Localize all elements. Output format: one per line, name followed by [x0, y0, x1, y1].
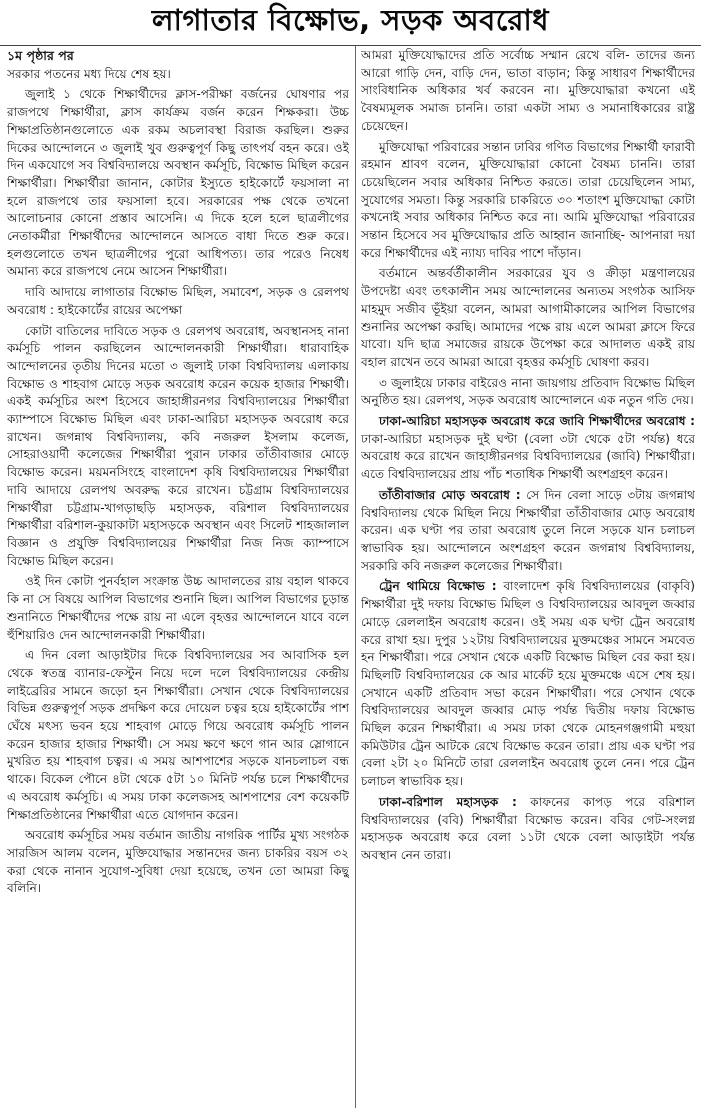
article-paragraph: দাবি আদায়ে লাগাতার বিক্ষোভ মিছিল, সমাবেশ, সড়ক ও রেলপথ অবরোধ : হাইকোর্টের রায়ের অপেক্ষা — [7, 285, 349, 317]
section-heading: তাঁতীবাজার মোড় অবরোধ : — [379, 487, 521, 502]
section-paragraph — [361, 413, 695, 484]
article-paragraph: আমরা মুক্তিযোদ্ধাদের প্রতি সর্বোচ্চ সম্মান রেখে বলি- তাদের জন্য আরো গাড়ি দেন, বাড়ি দেন, ভাতা বাড়ান; কিন্তু সাধারণ শিক্ষার্থীদের সাংবিধানিক অধিকার খর্ব করবেন না। মুক্তিযোদ্ধারা কখনো এই বৈষম্যমূলক সমাজ চাননি। তারা একটা সাম্য ও সমানাধিকারের রাষ্ট্র চেয়েছেন। — [361, 48, 695, 133]
section-text: কাফনের কাপড় পরে বরিশাল বিশ্ববিদ্যালয়ের (ববি) শিক্ষার্থীরা বিক্ষোভ করেন। ববির গেট-সংলগ্ন মহাসড়ক অবরোধ করে বেলা ১১টা থেকে বেলা আড়াইটা পর্যন্ত অবস্থান নেন তারা। — [361, 794, 695, 862]
article-paragraph: অবরোধ কর্মসূচির সময় বর্তমান জাতীয় নাগরিক পার্টির মুখ্য সংগঠক সারজিস আলম বলেন, মুক্তিযোদ্ধার সন্তানদের জন্য চাকরির বয়স ৩২ করা থেকে নানান সুযোগ-সুবিধা দেয়া হয়েছে, তখন তো আমরা কিছু বলিনি। — [7, 828, 349, 896]
section-paragraph — [361, 487, 695, 576]
section-heading: ট্রেন থামিয়ে বিক্ষোভ : — [379, 579, 497, 594]
section-paragraph — [361, 578, 695, 790]
section-text: বাংলাদেশ কৃষি বিশ্ববিদ্যালয়ের (বাকৃবি) শিক্ষার্থীরা দুই দফায় বিক্ষোভ মিছিল ও বিশ্ববিদ্যালয়ের আবদুল জব্বার মোড়ে রেললাইন অবরোধ করেন। ওই সময় এক ঘণ্টা ট্রেন অবরোধ করে রাখা হয়। দুপুর ১২টায় বিশ্ববিদ্যালয়ের মুক্তমঞ্চের সামনে সমবেত হন শিক্ষার্থীরা। পরে সেখান থেকে একটি বিক্ষোভ মিছিল বের করা হয়। মিছিলটি বিশ্ববিদ্যালয়ের কে আর মার্কেট হয়ে মুক্তমঞ্চে এসে শেষ হয়। সেখানে একটি প্রতিবাদ সভা করেন শিক্ষার্থীরা। পরে সেখান থেকে বিশ্ববিদ্যালয়ের আবদুল জব্বার মোড় পর্যন্ত দ্বিতীয় দফায় বিক্ষোভ মিছিল করেন শিক্ষার্থীরা। এ সময় ঢাকা থেকে মোহনগঞ্জগামী মহুয়া কমিউটার ট্রেন আটকে রেখে বিক্ষোভ করেন তারা। প্রায় এক ঘণ্টা পর বেলা ২টা ২০ মিনিটে তারা রেললাইন অবরোধ তুলে নেন। পরে ট্রেন চলাচল স্বাভাবিক হয়। — [361, 579, 695, 789]
article-paragraph: ৩ জুলাইয়ে ঢাকার বাইরেও নানা জায়গায় প্রতিবাদ বিক্ষোভ মিছিল অনুষ্ঠিত হয়। রেলপথ, সড়ক অবরোধ আন্দোলনে এক নতুন গতি দেয়। — [361, 375, 695, 408]
section-heading: ঢাকা-আরিচা মহাসড়ক অবরোধ করে জাবি শিক্ষার্থীদের অবরোধ : — [379, 414, 695, 429]
article-headline: লাগাতার বিক্ষোভ, সড়ক অবরোধ — [151, 2, 550, 37]
column-divider — [355, 46, 356, 1108]
section-heading: ঢাকা-বরিশাল মহাসড়ক : — [379, 794, 517, 809]
article-paragraph: ওই দিন কোটা পুনর্বহাল সংক্রান্ত উচ্চ আদালতের রায় বহাল থাকবে কি না সে বিষয়ে আপিল বিভাগের শুনানি ছিল। আপিল বিভাগের চূড়ান্ত শুনানিতে শিক্ষার্থীদের পক্ষে রায় না এলে বৃহত্তর আন্দোলনে যাবে বলে হুঁশিয়ারিও দেন আন্দোলনকারী শিক্ষার্থীরা। — [7, 574, 349, 642]
section-text: সে দিন বেলা সাড়ে ৩টায় জগন্নাথ বিশ্ববিদ্যালয় থেকে মিছিল নিয়ে শিক্ষার্থীরা তাঁতীবাজার মোড় অবরোধ করেন। এক ঘণ্টা পর তারা অবরোধ তুলে নিলে সড়কে যান চলাচল স্বাভাবিক হয়। আন্দোলনে অংশগ্রহণ করেন জগন্নাথ বিশ্ববিদ্যালয়, সরকারি কবি নজরুল কলেজের শিক্ষার্থীরা। — [361, 487, 695, 573]
article-paragraph: মুক্তিযোদ্ধা পরিবারের সন্তান ঢাবির গণিত বিভাগের শিক্ষার্থী ফারাবী রহমান শ্রাবণ বলেন, মুক্তিযোদ্ধারা কোনো বৈষম্য চাননি। তারা চেয়েছিলেন সবার অধিকার নিশ্চিত করতে। তারা চেয়েছিলেন সাম্য, সুযোগের সমতা। কিন্তু সরকারি চাকরিতে ৩০ শতাংশ মুক্তিযোদ্ধা কোটা কখনোই সবার অধিকার নিশ্চিত করে না। আমি মুক্তিযোদ্ধা পরিবারের সন্তান হিসেবে সব মুক্তিযোদ্ধার প্রতি আহ্বান জানাচ্ছি- আপনারা দয়া করে শিক্ষার্থীদের এই ন্যায্য দাবির পাশে দাঁড়ান। — [361, 139, 695, 260]
section-paragraph — [361, 794, 695, 865]
article-paragraph: এ দিন বেলা আড়াইটার দিকে বিশ্ববিদ্যালয়ের সব আবাসিক হল থেকে স্বতন্ত্র ব্যানার-ফেস্টুন নিয়ে দলে দলে বিশ্ববিদ্যালয়ের কেন্দ্রীয় লাইব্রেরির সামনে জড়ো হন শিক্ষার্থীরা। সেখান থেকে বিশ্ববিদ্যালয়ের বিভিন্ন গুরুত্বপূর্ণ সড়ক প্রদক্ষিণ করে দোয়েল চত্বর হয়ে হাইকোর্টের পাশ ঘেঁষে মৎস্য ভবন হয়ে শাহবাগ মোড়ে গিয়ে অবরোধ কর্মসূচি পালন করেন হাজার হাজার শিক্ষার্থী। সে সময় ক্ষণে ক্ষণে গান আর স্লোগানে মুখরিত হয় শাহবাগ চত্বর। এ সময় আশপাশের সড়কে যানচলাচল বন্ধ থাকে। বিকেল পৌনে ৪টা থেকে ৫টা ১০ মিনিট পর্যন্ত চলে শিক্ষার্থীদের এ অবরোধ কর্মসূচি। এ সময় ঢাকা কলেজসহ আশপাশের বেশ কয়েকটি শিক্ষাপ্রতিষ্ঠানের শিক্ষার্থীরা এতে যোগদান করেন। — [7, 648, 349, 822]
section-text: ঢাকা-আরিচা মহাসড়ক দুই ঘণ্টা (বেলা ৩টা থেকে ৫টা পর্যন্ত) ধরে অবরোধ করে রাখেন জাহাঙ্গীরনগর বিশ্ববিদ্যালয়ের (জাবি) শিক্ষার্থীরা। এতে বিশ্ববিদ্যালয়ের প্রায় পাঁচ শতাধিক শিক্ষার্থী অংশগ্রহণ করেন। — [361, 431, 695, 482]
right-column — [361, 47, 695, 1109]
headline-rule — [0, 45, 701, 46]
article-paragraph: কোটা বাতিলের দাবিতে সড়ক ও রেলপথ অবরোধ, অবস্থানসহ নানা কর্মসূচি পালন করছিলেন আন্দোলনকারী শিক্ষার্থীরা। ধারাবাহিক আন্দোলনের তৃতীয় দিনের মতো ৩ জুলাই ঢাকা বিশ্ববিদ্যালয় এলাকায় বিক্ষোভ ও শাহবাগ মোড়ে সড়ক অবরোধ করেন কয়েক হাজার শিক্ষার্থী। একই কর্মসূচির অংশ হিসেবে জাহাঙ্গীরনগর বিশ্ববিদ্যালয়ের শিক্ষার্থীরা ক্যাম্পাসে বিক্ষোভ মিছিল এবং ঢাকা-আরিচা মহাসড়ক অবরোধ করে রাখেন। জগন্নাথ বিশ্ববিদ্যালয়, কবি নজরুল ইসলাম কলেজ, সোহরাওয়ার্দী কলেজের শিক্ষার্থীরা পুরান ঢাকার তাঁতীবাজার মোড়ে বিক্ষোভ করেন। ময়মনসিংহে বাংলাদেশ কৃষি বিশ্ববিদ্যালয়ের শিক্ষার্থীরা দাবি আদায়ে রেলপথ অবরুদ্ধ করে রাখেন। চট্টগ্রাম বিশ্ববিদ্যালয়ের শিক্ষার্থীরা চট্টগ্রাম-খাগড়াছড়ি মহাসড়ক, বরিশাল বিশ্ববিদ্যালয়ের শিক্ষার্থীরা বরিশাল-কুয়াকাটা মহাসড়কে অবস্থান এবং সিলেট শাহজালাল বিজ্ঞান ও প্রযুক্তি বিশ্ববিদ্যালয়ের শিক্ষার্থীরা নিজ নিজ ক্যাম্পাসে বিক্ষোভ মিছিল করেন। — [7, 323, 349, 568]
left-column — [7, 47, 349, 1109]
article-paragraph: জুলাই ১ থেকে শিক্ষার্থীদের ক্লাস-পরীক্ষা বর্জনের ঘোষণার পর রাজপথে শিক্ষার্থীরা, ক্লাস কার্যক্রম বর্জন করেন শিক্ষকরা। উচ্চ শিক্ষাপ্রতিষ্ঠানগুলোতে এক রকম অচলাবস্থা বিরাজ করছিল। শুরুর দিকের আন্দোলনে ৩ জুলাই খুব গুরুত্বপূর্ণ কিছু তাৎপর্য বহন করে। ওই দিন একযোগে সব বিশ্ববিদ্যালয়ে অবস্থান কর্মসূচি, বিক্ষোভ মিছিল করেন শিক্ষার্থীরা। শিক্ষার্থীরা জানান, কোটার ইস্যুতে হাইকোর্টে ফয়সালা না হলে রাজপথে তার ফয়সালা হবে। সরকারের পক্ষ থেকে তখনো আলোচনার কোনো প্রস্তাব আসেনি। এ দিকে হলে হলে ছাত্রলীগের নেতাকর্মীরা শিক্ষার্থীদের আন্দোলনে আসতে বাধা দিতে শুরু করে। হলগুলোতে তখন ছাত্রলীগের পুরো আধিপত্য। তার পরেও নিষেধ অমান্য করে রাজপথে নেমে আসেন শিক্ষার্থীরা। — [7, 87, 349, 279]
continuation-kicker: ১ম পৃষ্ঠার পর — [7, 48, 74, 63]
article-paragraph: বর্তমানে অন্তর্বর্তীকালীন সরকারের যুব ও ক্রীড়া মন্ত্রণালয়ের উপদেষ্টা এবং তৎকালীন সময় আন্দোলনের অন্যতম সংগঠক আসিফ মাহমুদ সজীব ভূঁইয়া বলেন, আমরা আগামীকালের আপিল বিভাগের শুনানির অপেক্ষা করছি। আমাদের পক্ষে রায় এলে আমরা ক্লাসে ফিরে যাবো। যদি ছাত্র সমাজের রায়কে উপেক্ষা করে আদালত একই রায় বহাল রাখেন তবে আমরা আরো বৃহত্তর কর্মসূচি ঘোষণা করব। — [361, 266, 695, 369]
article-paragraph: সরকার পতনের মধ্য দিয়ে শেষ হয়। — [7, 66, 171, 81]
